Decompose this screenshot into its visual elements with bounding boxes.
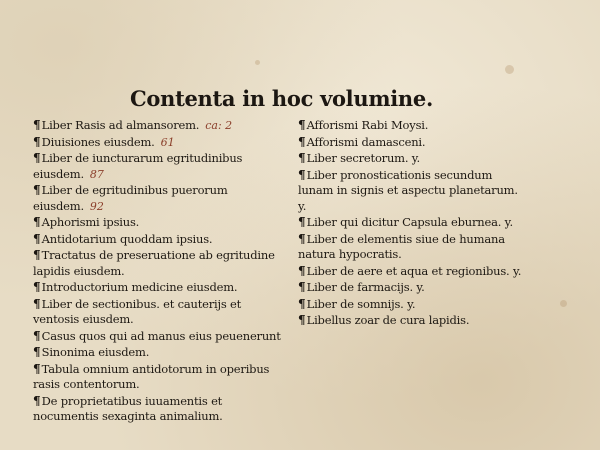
entry-text: Diuisiones eiusdem. [41,134,155,149]
paragraph-marker-icon: ¶ [33,183,38,197]
entry-text: Sinonima eiusdem. [41,345,150,359]
contents-entry [298,297,523,313]
handwritten-folio-note: 92 [89,199,104,213]
paragraph-marker-icon: ¶ [33,393,38,408]
paragraph-marker-icon: ¶ [298,313,303,327]
entry-text: Liber qui dicitur Capsula eburnea. y. [306,215,513,229]
paragraph-marker-icon: ¶ [33,280,38,294]
entry-text: Liber secretorum. y. [306,151,421,165]
entry-text: Aphorismi ipsius. [41,215,140,229]
page-title: Contenta in hoc volumine. [130,86,433,111]
contents-right-column [298,118,523,330]
contents-entry [33,362,283,393]
entry-text: Liber de sectionibus. et cauterijs et ventosis eiusdem. [33,296,242,326]
paragraph-marker-icon: ¶ [298,231,303,246]
contents-entry [33,135,283,151]
paragraph-marker-icon: ¶ [33,248,38,262]
paragraph-marker-icon: ¶ [33,215,38,229]
contents-entry [33,297,283,328]
paragraph-marker-icon: ¶ [298,215,303,229]
contents-left-column [33,118,283,426]
paper-stain [560,300,567,307]
contents-entry [33,118,283,134]
paper-stain [255,60,260,65]
paragraph-marker-icon: ¶ [33,151,38,165]
contents-entry [33,345,283,361]
contents-entry [298,215,523,231]
entry-text: Liber Rasis ad almansorem. [41,118,200,132]
entry-text: Afforismi Rabi Moysi. [306,118,429,132]
entry-text: Liber de elementis siue de humana natura hypocratis. [298,231,505,261]
contents-entry [298,264,523,280]
entry-text: Liber de iuncturarum egritudinibus eiusdem. [33,151,243,181]
paragraph-marker-icon: ¶ [33,134,38,149]
paragraph-marker-icon: ¶ [298,263,303,278]
contents-entry [33,394,283,425]
contents-entry [298,118,523,134]
paragraph-marker-icon: ¶ [33,328,38,343]
entry-text: De proprietatibus iuuamentis et nocumentis sexaginta animalium. [33,393,223,423]
handwritten-folio-note: 61 [160,135,175,149]
contents-entry [33,232,283,248]
paper-stain [505,65,514,74]
contents-entry [298,135,523,151]
contents-entry [298,313,523,329]
paragraph-marker-icon: ¶ [33,118,38,132]
contents-entry [33,329,283,345]
paragraph-marker-icon: ¶ [33,361,38,376]
paragraph-marker-icon: ¶ [33,296,38,311]
handwritten-folio-note: 87 [89,167,104,181]
contents-entry [33,215,283,231]
contents-entry [33,280,283,296]
paragraph-marker-icon: ¶ [298,134,303,149]
contents-entry [298,232,523,263]
paragraph-marker-icon: ¶ [298,151,303,165]
paragraph-marker-icon: ¶ [298,118,303,132]
entry-text: Liber de somnijs. y. [306,296,416,311]
entry-text: Antidotarium quoddam ipsius. [41,231,213,246]
entry-text: Introductorium medicine eiusdem. [41,280,238,294]
contents-entry [298,168,523,215]
entry-text: Libellus zoar de cura lapidis. [306,313,470,327]
entry-text: Liber de aere et aqua et regionibus. y. [306,263,522,278]
contents-entry [298,280,523,296]
entry-text: Tractatus de preseruatione ab egritudine lapidis eiusdem. [33,248,275,278]
entry-text: Liber de farmacijs. y. [306,280,425,294]
contents-entry [33,151,283,182]
contents-entry [298,151,523,167]
entry-text: Tabula omnium antidotorum in operibus rasis contentorum. [33,361,270,391]
paragraph-marker-icon: ¶ [33,345,38,359]
paragraph-marker-icon: ¶ [298,167,303,182]
handwritten-folio-note: ca: 2 [205,119,233,132]
entry-text: Liber de egritudinibus puerorum eiusdem. [33,183,228,213]
paragraph-marker-icon: ¶ [298,296,303,311]
paragraph-marker-icon: ¶ [298,280,303,294]
paragraph-marker-icon: ¶ [33,231,38,246]
entry-text: Liber pronosticationis secundum lunam in signis et aspectu planetarum. y. [298,167,518,213]
entry-text: Afforismi damasceni. [306,134,426,149]
contents-entry [33,183,283,214]
contents-entry [33,248,283,279]
entry-text: Casus quos qui ad manus eius peuenerunt [41,328,281,343]
